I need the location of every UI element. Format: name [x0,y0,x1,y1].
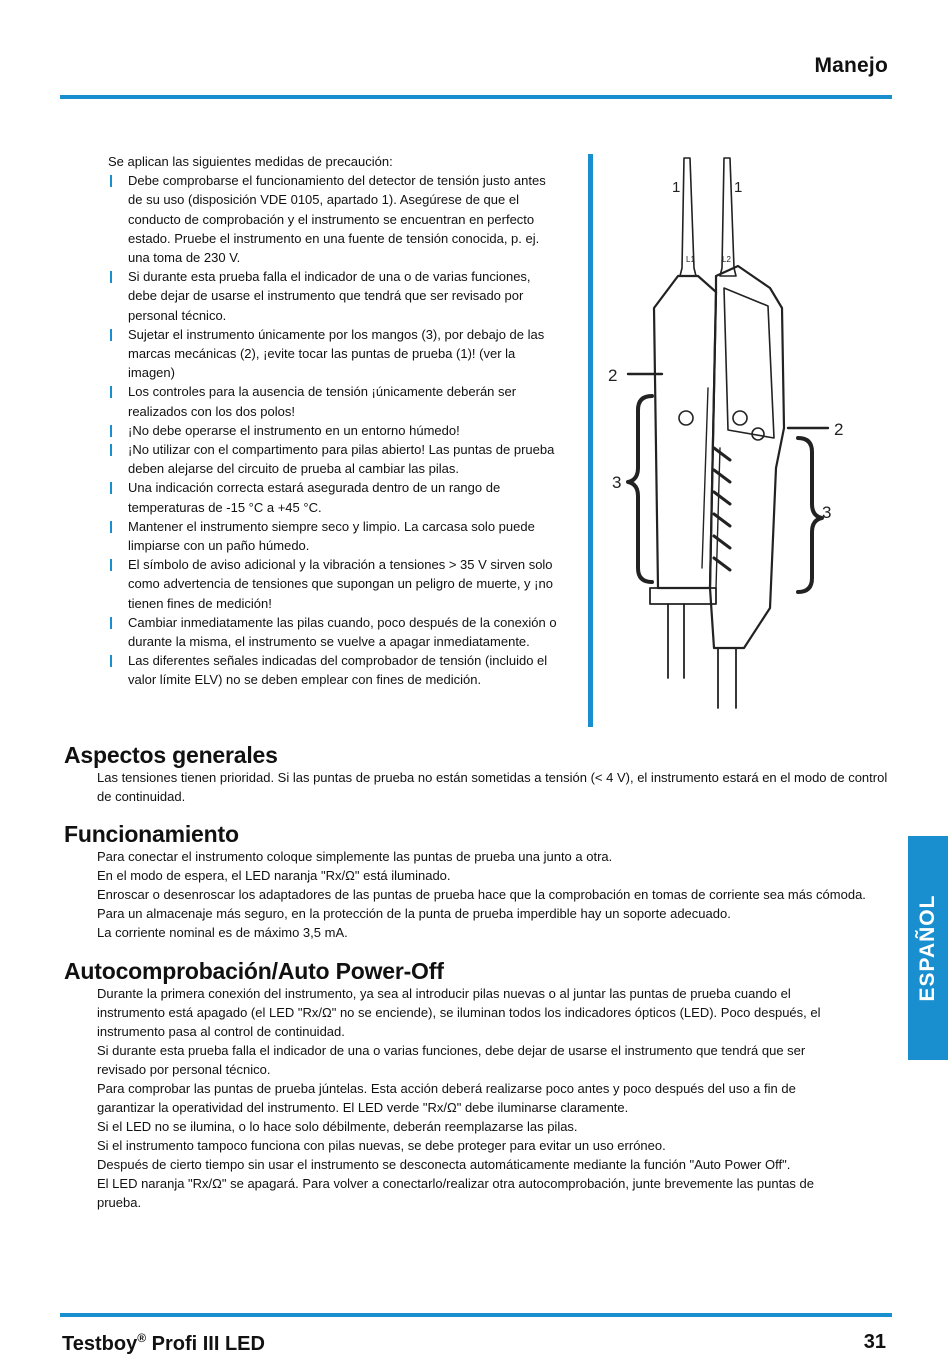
precautions-list [108,152,560,690]
paragraph: Después de cierto tiempo sin usar el instrumento se desconecta automáticamente mediante la función "Auto Power Off". [97,1157,791,1172]
paragraph: Las tensiones tienen prioridad. Si las puntas de prueba no están sometidas a tensión (< 4 V), el instrumento estará en el modo de control de continuidad. [97,770,888,804]
precautions-intro: Se aplican las siguientes medidas de precaución: [108,154,393,169]
footer-product: Profi III LED [146,1333,265,1355]
language-tab [908,836,948,1060]
section-selftest [64,958,854,1212]
precaution-item: ¡No utilizar con el compartimento para pilas abierto! Las puntas de prueba deben alejarse del circuito de prueba al cambiar las pilas. [108,440,560,478]
paragraph: Si el instrumento tampoco funciona con pilas nuevas, se debe proteger para evitar un uso erróneo. [97,1138,666,1153]
paragraph: Para comprobar las puntas de prueba júntelas. Esta acción deberá realizarse poco antes y poco después del uso a fin de garantizar la operatividad del instrumento. El LED verde "Rx/Ω" debe iluminarse claramente. [97,1081,796,1115]
label-probe-l1: L1 [686,255,695,264]
figure-accent-bar [588,154,593,727]
paragraph: Si durante esta prueba falla el indicador de una o varias funciones, debe dejar de usarse el instrumento que tendrá que ser revisado por personal técnico. [97,1043,806,1077]
footer-product-name [62,1331,265,1356]
paragraph: Enroscar o desenroscar los adaptadores de las puntas de prueba hace que la comprobación en tomas de corriente sea más cómoda. [97,887,866,902]
precaution-item: El símbolo de aviso adicional y la vibración a tensiones > 35 V sirven solo como advertencia de tensiones que supongan un peligro de muerte, y ¡no tienen fines de medición! [108,555,560,613]
precaution-item: Si durante esta prueba falla el indicador de una o de varias funciones, debe dejar de usarse el instrumento que tendrá que ser revisado por personal técnico. [108,267,560,325]
paragraph: Para conectar el instrumento coloque simplemente las puntas de prueba una junto a otra. [97,849,613,864]
footer-brand: Testboy [62,1333,138,1355]
precaution-item: Las diferentes señales indicadas del comprobador de tensión (incluido el valor límite ELV) no se deben emplear con fines de medición. [108,651,560,689]
page-number: 31 [863,1331,886,1353]
page-header-title: Manejo [814,54,888,77]
precaution-item: Una indicación correcta estará asegurada dentro de un rango de temperaturas de -15 °C a +45 °C. [108,478,560,516]
label-mark-left: 2 [608,366,618,385]
label-grip-left: 3 [612,473,622,492]
label-mark-right: 2 [834,420,844,439]
section-title: Autocomprobación/Auto Power-Off [64,958,444,984]
paragraph: En el modo de espera, el LED naranja "Rx/Ω" está iluminado. [97,868,451,883]
label-grip-right: 3 [822,503,832,522]
precaution-item: Sujetar el instrumento únicamente por los mangos (3), por debajo de las marcas mecánicas (2), ¡evite tocar las puntas de prueba (1)! (ver la imagen) [108,325,560,383]
section-title: Aspectos generales [64,742,278,768]
paragraph: Para un almacenaje más seguro, en la protección de la punta de prueba imperdible hay un soporte adecuado. [97,906,731,921]
footer-rule [60,1313,892,1317]
header-rule [60,95,892,99]
paragraph: Si el LED no se ilumina, o lo hace solo débilmente, deberán reemplazarse las pilas. [97,1119,578,1134]
precaution-item: Mantener el instrumento siempre seco y limpio. La carcasa solo puede limpiarse con un paño húmedo. [108,517,560,555]
label-probe-l2: L2 [722,255,731,264]
section-title: Funcionamiento [64,821,239,847]
paragraph: El LED naranja "Rx/Ω" se apagará. Para volver a conectarlo/realizar otra autocomprobación, junte brevemente las puntas de prueba. [97,1176,815,1210]
section-general [64,742,894,806]
label-tip-left: 1 [672,179,681,196]
label-tip-right: 1 [734,179,743,196]
voltage-tester-illustration [598,148,898,728]
language-tab-label: ESPAÑOL [916,894,939,1002]
section-operation [64,821,894,942]
precaution-item: Debe comprobarse el funcionamiento del detector de tensión justo antes de su uso (disposición VDE 0105, apartado 1). Asegúrese de que el conducto de comprobación y el instrumento se encuentran en perfecto estado. Pruebe el instrumento en una fuente de tensión conocida, p. ej. una toma de 230 V. [108,171,560,267]
precaution-item: ¡No debe operarse el instrumento en un entorno húmedo! [108,421,560,440]
registered-mark: ® [137,1331,147,1345]
paragraph: Durante la primera conexión del instrumento, ya sea al introducir pilas nuevas o al juntar las puntas de prueba cuando el instrumento está apagado (el LED "Rx/Ω" no se enciende), se iluminan todos los indicadores ópticos (LED). Poco después, el instrumento pasa al control de continuidad. [97,986,821,1039]
precaution-item: Cambiar inmediatamente las pilas cuando, poco después de la conexión o durante la misma, el instrumento se vuelve a apagar inmediatamente. [108,613,560,651]
paragraph: La corriente nominal es de máximo 3,5 mA. [97,925,348,940]
precaution-item: Los controles para la ausencia de tensión ¡únicamente deberán ser realizados con los dos polos! [108,382,560,420]
